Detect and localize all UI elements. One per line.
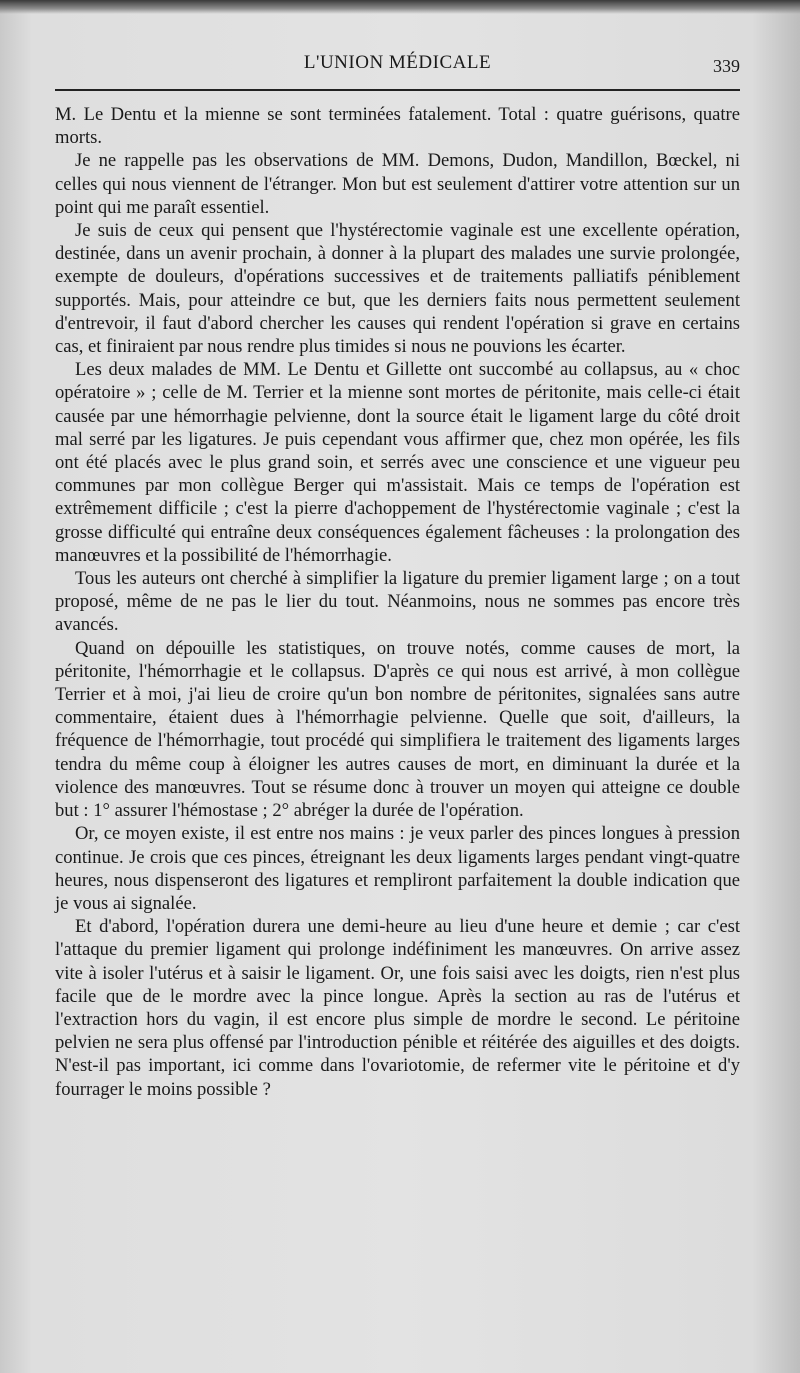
paragraph-6: Quand on dépouille les statistiques, on trouve notés, comme causes de mort, la péritonite, l'hémorrhagie et le collapsus. D'après ce qui nous est arrivé, à mon collègue Terrier et à moi, j'ai lieu de croire qu'un bon nombre de péritonites, signalées sans autre commentaire, étaient dues à l'hémorrhagie pelvienne. Quelle que soit, d'ailleurs, la fréquence de l'hémorrhagie, tout procédé qui simplifiera le traitement des ligaments larges tendra du même coup à éloigner les autres causes de mort, en diminuant la durée et la violence des manœuvres. Tout se résume donc à trouver un moyen qui atteigne ce double but : 1° assurer l'hémostase ; 2° abréger la durée de l'opération. [55, 637, 740, 822]
paragraph-2: Je ne rappelle pas les observations de MM. Demons, Dudon, Mandillon, Bœckel, ni celles qui nous viennent de l'étranger. Mon but est seulement d'attirer votre attention sur un point qui me paraît essentiel. [55, 150, 740, 218]
paragraph-1: M. Le Dentu et la mienne se sont terminées fatalement. Total : quatre guérisons, quatre morts. [55, 104, 740, 149]
paragraph-4: Les deux malades de MM. Le Dentu et Gillette ont succombé au collapsus, au « choc opératoire » ; celle de M. Terrier et la mienne sont mortes de péritonite, mais celle-ci était causée par une hémorrhagie pelvienne, dont la source était le ligament large du côté droit mal serré par les ligatures. Je puis cependant vous affirmer que, chez mon opérée, les fils ont été placés avec le plus grand soin, et serrés avec une conscience et une vigueur peu communes par mon collègue Berger qui m'assistait. Mais ce temps de l'opération est extrêmement difficile ; c'est la pierre d'achoppement de l'hystérectomie vaginale ; c'est la grosse difficulté qui entraîne deux conséquences également fâcheuses : la prolongation des manœuvres et la possibilité de l'hémorrhagie. [55, 359, 740, 566]
page-number: 339 [713, 56, 740, 76]
paragraph-7: Or, ce moyen existe, il est entre nos mains : je veux parler des pinces longues à pression continue. Je crois que ces pinces, étreignant les deux ligaments larges pendant vingt-quatre heures, nous dispenseront des ligatures et rempliront parfaitement la double indication que je vous ai signalée. [55, 823, 740, 914]
running-title: L'UNION MÉDICALE [303, 52, 492, 73]
page-header [55, 52, 740, 84]
scan-edge-shadow [0, 0, 800, 14]
paragraph-3: Je suis de ceux qui pensent que l'hystérectomie vaginale est une excellente opération, destinée, dans un avenir prochain, à donner à la plupart des malades une survie prolongée, exempte de douleurs, d'opérations successives et de traitements palliatifs péniblement supportés. Mais, pour atteindre ce but, que les derniers faits nous permettent seulement d'entrevoir, il faut d'abord chercher les causes qui rendent l'opération si grave en certains cas, et finiraient par nous rendre plus timides si nous ne pouvions les écarter. [55, 220, 740, 358]
paragraph-8: Et d'abord, l'opération durera une demi-heure au lieu d'une heure et demie ; car c'est l'attaque du premier ligament qui prolonge indéfiniment les manœuvres. On arrive assez vite à isoler l'utérus et à saisir le ligament. Or, une fois saisi avec les doigts, rien n'est plus facile que de le mordre avec la pince longue. Après la section au ras de l'utérus et l'extraction hors du vagin, il est encore plus simple de mordre le second. Le péritoine pelvien ne sera plus offensé par l'introduction pénible et réitérée des aiguilles et des doigts. N'est-il pas important, ici comme dans l'ovariotomie, de refermer vite le péritoine et d'y fourrager le moins possible ? [55, 916, 740, 1100]
header-rule [55, 89, 740, 91]
body-text [55, 103, 740, 1101]
paragraph-5: Tous les auteurs ont cherché à simplifier la ligature du premier ligament large ; on a tout proposé, même de ne pas le lier du tout. Néanmoins, nous ne sommes pas encore très avancés. [55, 568, 740, 636]
